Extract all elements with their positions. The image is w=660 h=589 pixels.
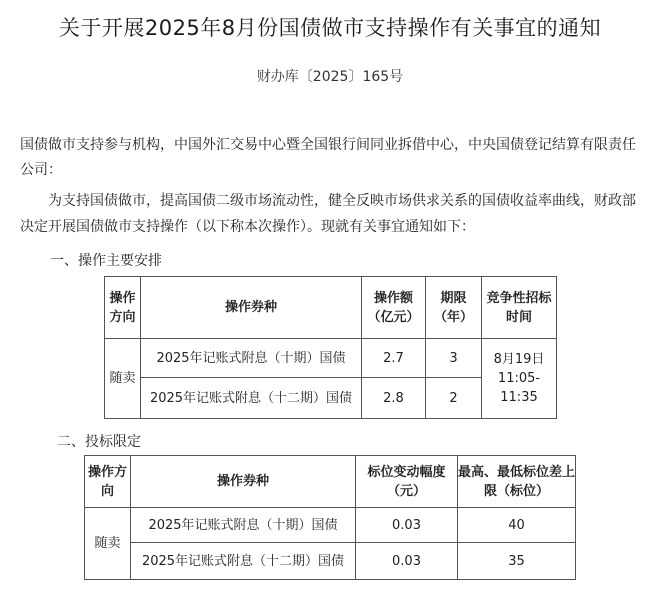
- amount-cell: 2.7: [362, 339, 426, 378]
- price-range-cell: 0.03: [356, 508, 458, 543]
- bidding-end-time: 11:35: [500, 390, 538, 405]
- bond-cell: 2025年记账式附息（十期）国债: [131, 508, 356, 543]
- intro-paragraph: 为支持国债做市，提高国债二级市场流动性，健全反映市场供求关系的国债收益率曲线，财政部决定开展国债做市支持操作（以下称本次操作）。现就有关事宜通知如下：: [20, 193, 636, 235]
- direction-cell: 随卖: [85, 508, 131, 580]
- amount-cell: 2.8: [362, 378, 426, 419]
- header-term: 期限（年）: [426, 277, 482, 339]
- header-bidding-time: 竞争性招标时间: [482, 277, 557, 339]
- term-cell: 3: [426, 339, 482, 378]
- bidding-time-cell: [482, 339, 557, 419]
- header-direction: 操作方向: [105, 277, 141, 339]
- bid-spread-limit-cell: 35: [458, 543, 576, 580]
- direction-cell: 随卖: [105, 339, 141, 419]
- document-number: 财办库〔2025〕165号: [256, 69, 404, 85]
- bid-spread-limit-cell: 40: [458, 508, 576, 543]
- operation-arrangement-table: [104, 276, 557, 419]
- bond-cell: 2025年记账式附息（十二期）国债: [131, 543, 356, 580]
- table-header-row: [85, 456, 576, 508]
- header-price-range: 标位变动幅度（元）: [356, 456, 458, 508]
- bond-cell: 2025年记账式附息（十二期）国债: [141, 378, 362, 419]
- table-row: [105, 339, 557, 378]
- bidding-start-time: 11:05-: [497, 371, 541, 386]
- table-header-row: [105, 277, 557, 339]
- table-row: [85, 543, 576, 580]
- term-cell: 2: [426, 378, 482, 419]
- addressee-paragraph: 国债做市支持参与机构，中国外汇交易中心暨全国银行间同业拆借中心，中央国债登记结算有限责任公司：: [20, 137, 636, 178]
- section-heading-bid-limits: 二、投标限定: [57, 434, 141, 450]
- section-heading-arrangement: 一、操作主要安排: [50, 253, 162, 269]
- header-bond-type: 操作券种: [141, 277, 362, 339]
- table-row: [85, 508, 576, 543]
- header-amount: 操作额（亿元）: [362, 277, 426, 339]
- notice-title: 关于开展2025年8月份国债做市支持操作有关事宜的通知: [58, 16, 602, 40]
- bid-limits-table: [84, 455, 576, 580]
- bidding-date: 8月19日: [493, 352, 545, 367]
- header-bond-type: 操作券种: [131, 456, 356, 508]
- header-direction: 操作方向: [85, 456, 131, 508]
- price-range-cell: 0.03: [356, 543, 458, 580]
- header-bid-spread-limit: 最高、最低标位差上限（标位）: [458, 456, 576, 508]
- bond-cell: 2025年记账式附息（十期）国债: [141, 339, 362, 378]
